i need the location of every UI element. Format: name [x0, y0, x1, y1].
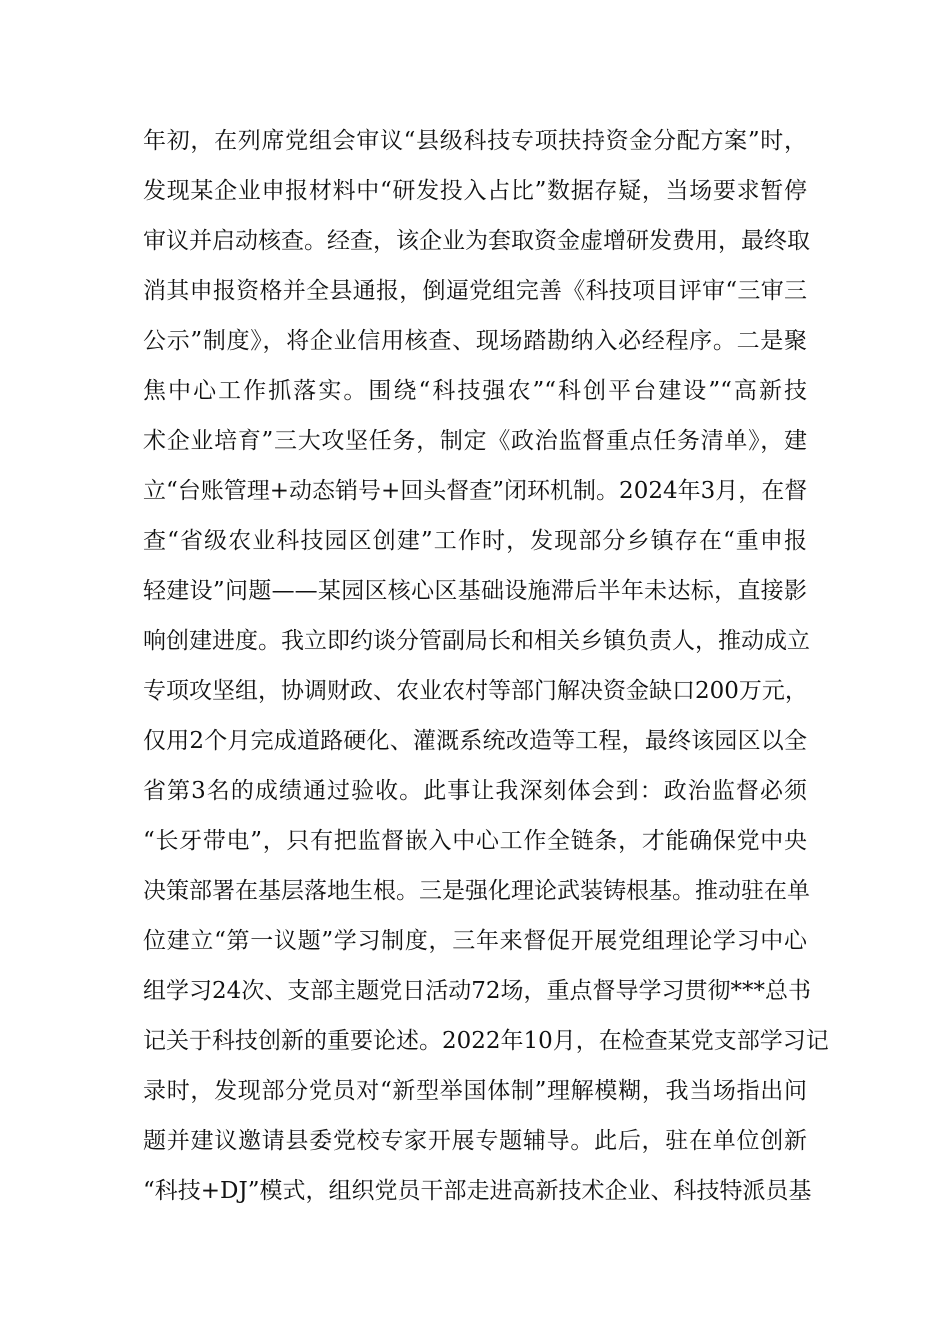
text-line: 位建立“第一议题”学习制度，三年来督促开展党组理论学习中心	[143, 928, 807, 954]
text-line: 记关于科技创新的重要论述。2022年10月，在检查某党支部学习记	[143, 1028, 829, 1054]
text-line: 省第3名的成绩通过验收。此事让我深刻体会到：政治监督必须	[143, 778, 807, 804]
text-line: 年初，在列席党组会审议“县级科技专项扶持资金分配方案”时，	[143, 128, 807, 154]
text-line: 轻建设”问题——某园区核心区基础设施滞后半年未达标，直接影	[143, 578, 807, 604]
text-line: “长牙带电”，只有把监督嵌入中心工作全链条，才能确保党中央	[143, 828, 807, 854]
text-line: “科技+DJ”模式，组织党员干部走进高新技术企业、科技特派员基	[143, 1178, 812, 1204]
text-line: 查“省级农业科技园区创建”工作时，发现部分乡镇存在“重申报	[143, 528, 807, 554]
text-line: 公示”制度》，将企业信用核查、现场踏勘纳入必经程序。二是聚	[143, 328, 807, 354]
text-line: 审议并启动核查。经查，该企业为套取资金虚增研发费用，最终取	[143, 228, 810, 254]
text-line: 仅用2个月完成道路硬化、灌溉系统改造等工程，最终该园区以全	[143, 728, 807, 754]
text-line: 组学习24次、支部主题党日活动72场，重点督导学习贯彻***总书	[143, 978, 812, 1004]
text-line: 立“台账管理+动态销号+回头督查”闭环机制。2024年3月，在督	[143, 478, 808, 504]
text-line: 发现某企业申报材料中“研发投入占比”数据存疑，当场要求暂停	[143, 178, 807, 204]
text-line: 响创建进度。我立即约谈分管副局长和相关乡镇负责人，推动成立	[143, 628, 810, 654]
text-line: 术企业培育”三大攻坚任务，制定《政治监督重点任务清单》，建	[143, 428, 807, 454]
text-line: 录时，发现部分党员对“新型举国体制”理解模糊，我当场指出问	[143, 1078, 807, 1104]
text-line: 焦中心工作抓落实。围绕“科技强农”“科创平台建设”“高新技	[143, 378, 807, 404]
text-line: 专项攻坚组，协调财政、农业农村等部门解决资金缺口200万元，	[143, 678, 808, 704]
text-line: 消其申报资格并全县通报，倒逼党组完善《科技项目评审“三审三	[143, 278, 807, 304]
text-line: 题并建议邀请县委党校专家开展专题辅导。此后，驻在单位创新	[143, 1128, 807, 1154]
text-line: 决策部署在基层落地生根。三是强化理论武装铸根基。推动驻在单	[143, 878, 810, 904]
body-paragraph	[143, 116, 829, 1216]
